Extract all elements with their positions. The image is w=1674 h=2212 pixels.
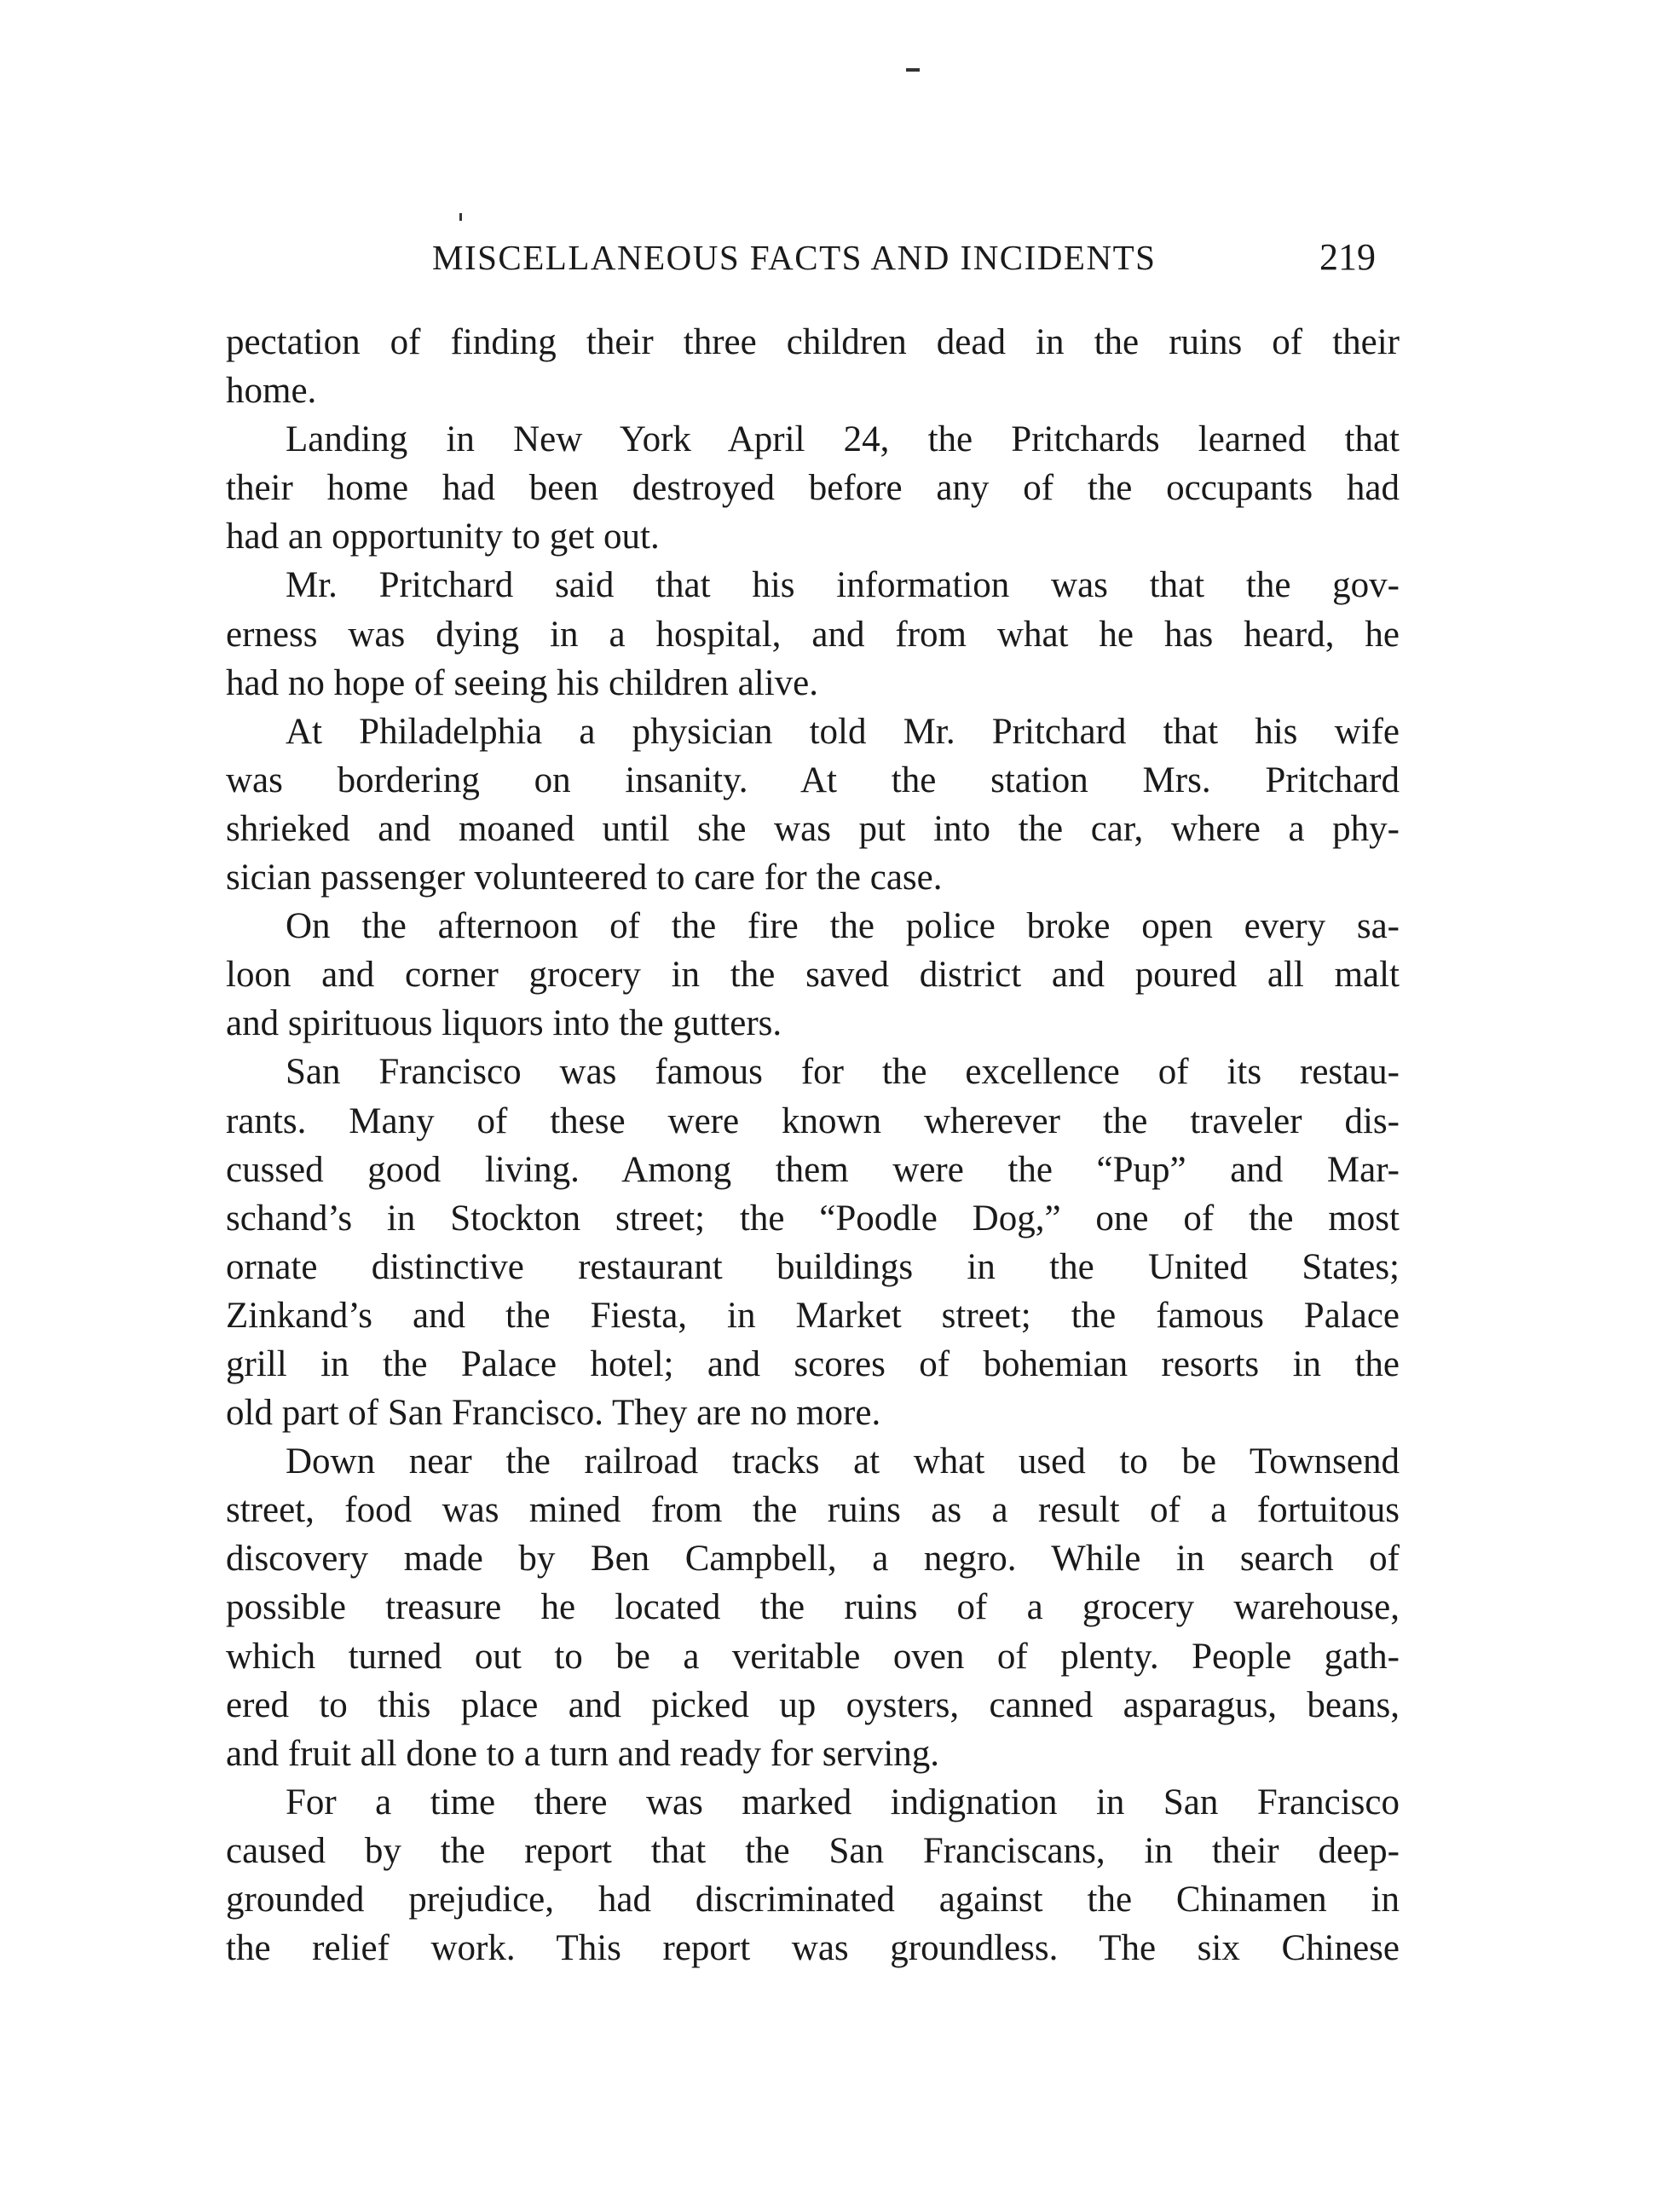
paragraph [226,902,1400,1048]
body-text [226,318,1400,1972]
text-line: the relief work. This report was groundless. The six Chinese [226,1928,1400,1969]
text-line: sician passenger volunteered to care for the case. [226,858,943,898]
text-line: rants. Many of these were known wherever the traveler dis- [226,1100,1400,1141]
text-line: discovery made by Ben Campbell, a negro. While in search of [226,1539,1400,1580]
text-line: San Francisco was famous for the excellence of its restau- [286,1052,1400,1093]
text-line: caused by the report that the San Franciscans, in their deep- [226,1830,1400,1871]
text-line: was bordering on insanity. At the station Mrs. Pritchard [226,759,1400,800]
text-line: had an opportunity to get out. [226,517,660,557]
text-line: loon and corner grocery in the saved district and poured all malt [226,955,1400,996]
text-line: grill in the Palace hotel; and scores of bohemian resorts in the [226,1343,1400,1384]
text-line: and spirituous liquors into the gutters. [226,1003,782,1044]
print-speck [906,68,920,72]
paragraph [226,1437,1400,1778]
paragraph [226,318,1400,415]
text-line: and fruit all done to a turn and ready for serving. [226,1733,940,1774]
text-line: cussed good living. Among them were the “Pup” and Mar- [226,1149,1400,1190]
text-line: old part of San Francisco. They are no more. [226,1393,881,1434]
text-line: On the afternoon of the fire the police broke open every sa- [286,906,1400,947]
text-line: street, food was mined from the ruins as a result of a fortuitous [226,1490,1400,1531]
text-line: Down near the railroad tracks at what used to be Townsend [286,1441,1400,1482]
paragraph [226,415,1400,561]
text-line: For a time there was marked indignation in San Francisco [286,1782,1400,1822]
page-number: 219 [1319,236,1376,278]
text-line: Landing in New York April 24, the Pritchards learned that [286,419,1400,460]
text-line: their home had been destroyed before any of the occupants had [226,468,1400,509]
text-line: schand’s in Stockton street; the “Poodle Dog,” one of the most [226,1198,1400,1239]
text-line: erness was dying in a hospital, and from what he has heard, he [226,614,1400,655]
text-line: shrieked and moaned until she was put into the car, where a phy- [226,808,1400,849]
paragraph [226,1048,1400,1437]
text-line: possible treasure he located the ruins of a grocery warehouse, [226,1587,1400,1628]
print-speck [459,213,462,221]
text-line: home. [226,371,317,412]
paragraph [226,1778,1400,1972]
text-line: had no hope of seeing his children alive. [226,662,818,703]
paragraph [226,707,1400,902]
text-line: grounded prejudice, had discriminated against the Chinamen in [226,1880,1400,1920]
text-line: Mr. Pritchard said that his information was that the gov- [286,565,1400,606]
text-line: At Philadelphia a physician told Mr. Pritchard that his wife [286,711,1400,752]
text-line: which turned out to be a veritable oven of plenty. People gath- [226,1636,1400,1677]
text-line: ornate distinctive restaurant buildings in the United States; [226,1246,1400,1287]
paragraph [226,561,1400,707]
text-line: Zinkand’s and the Fiesta, in Market street; the famous Palace [226,1295,1400,1336]
text-line: pectation of finding their three children dead in the ruins of their [226,322,1400,362]
text-line: ered to this place and picked up oysters, canned asparagus, beans, [226,1684,1400,1725]
running-header: MISCELLANEOUS FACTS AND INCIDENTS [432,238,1157,277]
